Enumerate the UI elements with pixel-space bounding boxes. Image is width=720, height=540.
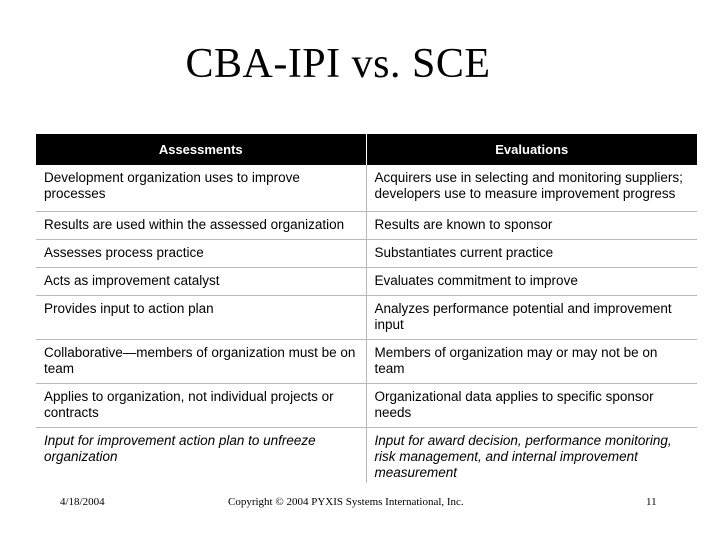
- footer-date: 4/18/2004: [60, 496, 105, 508]
- evaluation-cell: Members of organization may or may not be on team: [366, 339, 697, 383]
- slide-title: CBA-IPI vs. SCE: [185, 41, 491, 87]
- header-assessments: Assessments: [36, 134, 366, 165]
- footer-copyright: Copyright © 2004 PYXIS Systems International, Inc.: [228, 496, 464, 508]
- assessment-cell: Provides input to action plan: [36, 295, 366, 339]
- evaluation-cell: Results are known to sponsor: [366, 211, 697, 239]
- evaluation-cell: Substantiates current practice: [366, 239, 697, 267]
- footer-page-number: 11: [646, 496, 657, 508]
- assessment-cell: Acts as improvement catalyst: [36, 267, 366, 295]
- evaluation-cell: Acquirers use in selecting and monitoring suppliers; developers use to measure improvement progress: [366, 165, 697, 211]
- evaluation-cell: Input for award decision, performance monitoring, risk management, and internal improvement measurement: [374, 432, 672, 480]
- assessment-cell: Applies to organization, not individual projects or contracts: [36, 383, 366, 427]
- table-row: [36, 211, 697, 239]
- evaluation-cell: Organizational data applies to specific sponsor needs: [366, 383, 697, 427]
- evaluation-cell: Evaluates commitment to improve: [366, 267, 697, 295]
- table-row: [36, 165, 697, 211]
- comparison-table: [36, 134, 697, 483]
- table-row: [36, 239, 697, 267]
- assessment-cell: Collaborative—members of organization must be on team: [36, 339, 366, 383]
- table-header-row: [36, 134, 697, 165]
- assessment-cell: Input for improvement action plan to unfreeze organization: [36, 427, 366, 483]
- table-row: [36, 427, 697, 483]
- assessment-cell: Assesses process practice: [36, 239, 366, 267]
- table-row: [36, 267, 697, 295]
- table-row: [36, 339, 697, 383]
- assessment-cell: Results are used within the assessed organization: [36, 211, 366, 239]
- assessment-cell: Development organization uses to improve processes: [36, 165, 366, 211]
- evaluation-cell: Analyzes performance potential and improvement input: [366, 295, 697, 339]
- table-row: [36, 383, 697, 427]
- table-row: [36, 295, 697, 339]
- header-evaluations: Evaluations: [366, 134, 697, 165]
